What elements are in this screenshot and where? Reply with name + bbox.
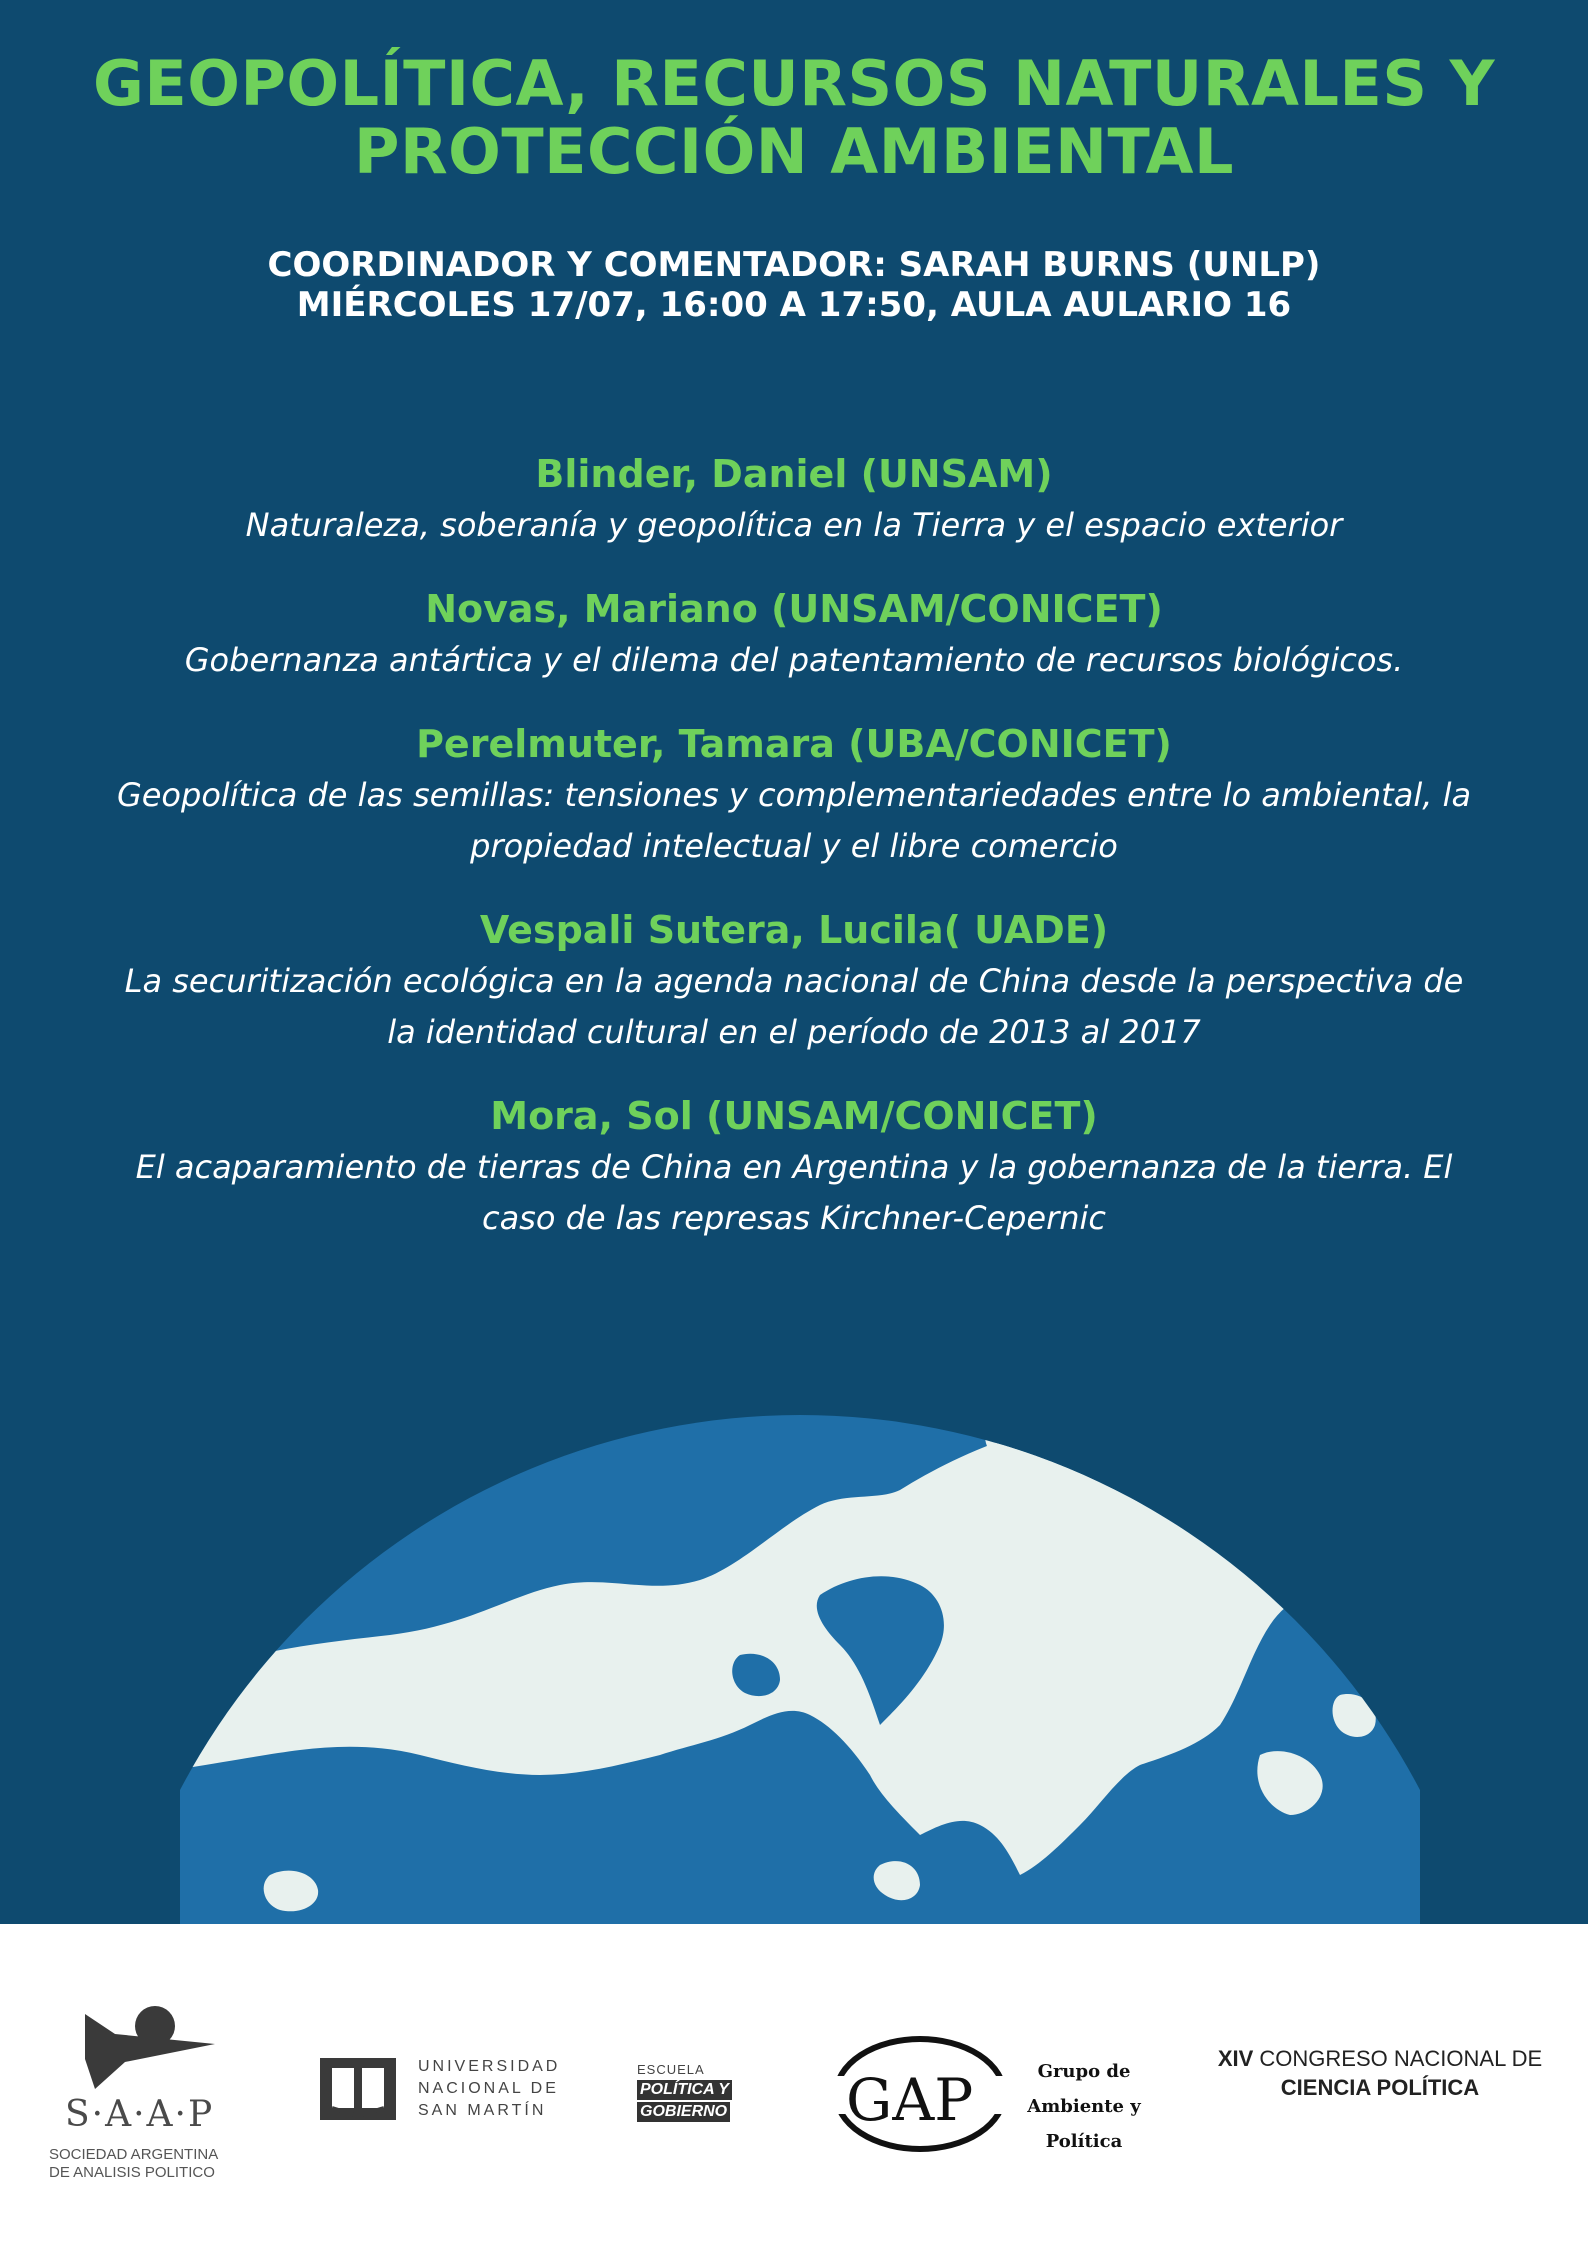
schedule-line: MIÉRCOLES 17/07, 16:00 A 17:50, AULA AULARIO 16: [296, 285, 1292, 325]
speaker-name: Perelmuter, Tamara (UBA/CONICET): [416, 722, 1172, 766]
globe-illustration: [180, 1395, 1420, 1925]
gap-line-3: Política: [1045, 2131, 1123, 2152]
gap-line-2: Ambiente y: [1027, 2096, 1141, 2117]
gap-mark: GAP: [846, 2066, 974, 2134]
talk-list: [80, 448, 1508, 1276]
gap-subtitle: [1014, 2054, 1154, 2159]
unsam-line-2: NACIONAL DE: [418, 2080, 559, 2097]
escuela-logo: [635, 2062, 765, 2142]
coordinator-line: COORDINADOR Y COMENTADOR: SARAH BURNS (UNLP): [267, 245, 1321, 285]
gap-logo: [832, 2024, 1152, 2154]
title-line-2: PROTECCIÓN AMBIENTAL: [354, 115, 1234, 188]
unsam-line-3: SAN MARTÍN: [418, 2102, 547, 2119]
congreso-line-1: [1200, 2044, 1560, 2074]
speaker-name: Vespali Sutera, Lucila( UADE): [479, 908, 1109, 952]
talk-title-line-2: la identidad cultural en el período de 2013 al 2017: [387, 1013, 1201, 1051]
unsam-wordmark: [418, 2056, 618, 2122]
escuela-label: ESCUELA: [637, 2062, 705, 2077]
talk-item: [80, 904, 1508, 1058]
saap-logo: [45, 2004, 255, 2184]
unsam-line-1: UNIVERSIDAD: [418, 2058, 561, 2075]
speaker-name: Novas, Mariano (UNSAM/CONICET): [425, 587, 1163, 631]
talk-title: Gobernanza antártica y el dilema del patentamiento de recursos biológicos.: [184, 641, 1404, 679]
session-info: [0, 245, 1588, 325]
talk-title-line-2: caso de las represas Kirchner-Cepernic: [481, 1199, 1107, 1237]
talk-title-line-1: La securitización ecológica en la agenda nacional de China desde la perspectiva de: [124, 962, 1464, 1000]
speaker-name: Mora, Sol (UNSAM/CONICET): [490, 1094, 1098, 1138]
talk-title-line-1: El acaparamiento de tierras de China en Argentina y la gobernanza de la tierra. El: [135, 1148, 1453, 1186]
talk-title-line-2: propiedad intelectual y el libre comercio: [470, 827, 1118, 865]
congreso-line-1-rest: CONGRESO NACIONAL DE: [1253, 2046, 1543, 2071]
speaker-name: Blinder, Daniel (UNSAM): [535, 452, 1053, 496]
saap-subtitle-line-2: DE ANALISIS POLITICO: [49, 2164, 215, 2181]
talk-item: [80, 718, 1508, 872]
talk-item: [80, 583, 1508, 686]
saap-emblem-icon: [45, 2004, 235, 2094]
escuela-line-1: POLÍTICA Y: [637, 2080, 732, 2100]
book-icon: [318, 2054, 398, 2124]
congreso-line-2: CIENCIA POLÍTICA: [1280, 2075, 1480, 2100]
unsam-logo: [318, 2054, 618, 2124]
saap-mark: S·A·A·P: [65, 2094, 215, 2135]
talk-title: Naturaleza, soberanía y geopolítica en la Tierra y el espacio exterior: [245, 506, 1343, 544]
saap-subtitle: [49, 2146, 269, 2182]
talk-item: [80, 1090, 1508, 1244]
talk-title-line-1: Geopolítica de las semillas: tensiones y complementariedades entre lo ambiental, la: [116, 776, 1472, 814]
talk-item: [80, 448, 1508, 551]
sponsor-footer: [0, 1924, 1588, 2246]
saap-subtitle-line-1: SOCIEDAD ARGENTINA: [49, 2146, 219, 2163]
congreso-numeral: XIV: [1217, 2046, 1254, 2071]
title-line-1: GEOPOLÍTICA, RECURSOS NATURALES Y: [93, 47, 1495, 120]
gap-line-1: Grupo de: [1037, 2061, 1131, 2082]
escuela-line-2: GOBIERNO: [637, 2102, 730, 2122]
poster-title: [0, 47, 1588, 188]
congreso-logo: [1200, 2044, 1560, 2124]
